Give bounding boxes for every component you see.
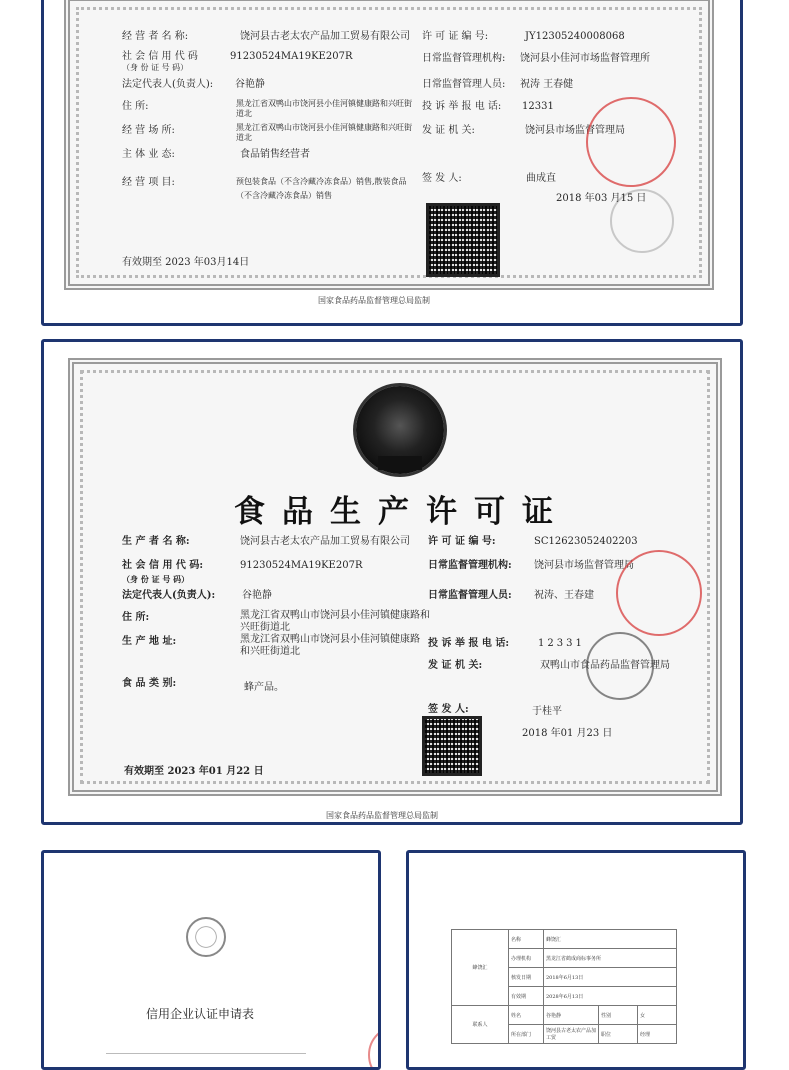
- l1-label-4: 住 所:: [122, 101, 149, 112]
- l1-value-3: 谷艳静: [235, 79, 265, 90]
- doc4-v0: 蜂饶汇: [544, 930, 677, 949]
- license-1-frame: [41, 0, 743, 326]
- trademark-doc-frame: [406, 850, 746, 1070]
- l1-label-0: 经 营 者 名 称:: [122, 31, 189, 42]
- credit-application-frame: [41, 850, 381, 1070]
- doc4-name-value: 谷艳静: [544, 1006, 599, 1025]
- l1-label-5: 经 营 场 所:: [122, 125, 175, 136]
- l2-value-6: 蜂产品。: [244, 682, 284, 693]
- l1-value-1: 91230524MA19KE207R: [230, 51, 353, 62]
- l1-right-label-3: 投 诉 举 报 电 话:: [422, 101, 502, 112]
- l2-label-5: 生 产 地 址:: [122, 636, 177, 647]
- license-2-qr-code: [422, 716, 482, 776]
- doc4-side-label: 蜂饶汇: [452, 930, 509, 1006]
- l1-issue-date: 2018 年03 月15 日: [556, 193, 647, 204]
- l2-right-value-3: 12331: [538, 638, 585, 649]
- l2-right-label-4: 发 证 机 关:: [428, 660, 483, 671]
- doc4-k0: 名称: [509, 930, 544, 949]
- l2-label-6: 食 品 类 别:: [122, 678, 177, 689]
- l1-valid-until: 有效期至 2023 年03月14日: [122, 257, 250, 268]
- credit-logo-icon: [186, 917, 226, 957]
- l1-right-value-4: 饶河县市场监督管理局: [525, 125, 625, 136]
- doc3-title: 信用企业认证申请表: [146, 1007, 255, 1021]
- l1-value-0: 饶河县古老太农产品加工贸易有限公司: [240, 31, 410, 42]
- l2-issue-date: 2018 年01 月23 日: [522, 728, 613, 739]
- registration-table: [451, 929, 677, 1044]
- black-seal-icon: [586, 632, 654, 700]
- doc4-person-label: 联系人: [452, 1006, 509, 1044]
- l2-value-1: 91230524MA19KE207R: [240, 560, 363, 571]
- l1-right-label-4: 发 证 机 关:: [422, 125, 475, 136]
- l2-label-4: 住 所:: [122, 612, 150, 623]
- l2-right-label-3: 投 诉 举 报 电 话:: [428, 638, 510, 649]
- l1-label-1: 社 会 信 用 代 码: [122, 51, 198, 62]
- l1-right-label-5: 签 发 人:: [422, 173, 462, 184]
- l1-label-3: 法定代表人(负责人):: [122, 79, 214, 90]
- l2-value-3: 谷艳静: [242, 590, 272, 601]
- gray-seal-icon: [610, 189, 674, 253]
- doc4-k1: 办理机构: [509, 949, 544, 968]
- l1-right-label-0: 许 可 证 编 号:: [422, 31, 489, 42]
- l2-value-0: 饶河县古老太农产品加工贸易有限公司: [240, 536, 410, 547]
- l1-label-6: 主 体 业 态:: [122, 149, 175, 160]
- doc4-v1: 黑龙江省鹤成商标事务所: [544, 949, 677, 968]
- red-seal-icon: [368, 1025, 381, 1070]
- doc4-v2: 2018年6月13日: [544, 968, 677, 987]
- l1-value-5: 黑龙江省双鸭山市饶河县小佳河镇健康路和兴旺街道北: [236, 123, 412, 142]
- l2-right-label-5: 签 发 人:: [428, 704, 469, 715]
- license-2-footer: 国家食品药品监督管理总局监制: [326, 811, 438, 820]
- l2-right-value-4: 双鸭山市食品药品监督管理局: [540, 660, 670, 671]
- l1-right-value-5: 曲成直: [526, 173, 556, 184]
- l2-valid-until: 有效期至 2023 年01 月22 日: [124, 766, 264, 777]
- l2-value-5: 黑龙江省双鸭山市饶河县小佳河镇健康路和兴旺街道北: [240, 634, 420, 657]
- national-emblem-icon: [356, 386, 444, 474]
- l2-label-3: 法定代表人(负责人):: [122, 590, 216, 601]
- l1-right-label-1: 日常监督管理机构:: [422, 53, 506, 64]
- l1-value-4: 黑龙江省双鸭山市饶河县小佳河镇健康路和兴旺街道北: [236, 99, 412, 118]
- license-1-footer: 国家食品药品监督管理总局监制: [318, 296, 430, 305]
- l2-label-0: 生 产 者 名 称:: [122, 536, 190, 547]
- l2-right-value-5: 于桂平: [532, 706, 562, 717]
- food-production-license: [68, 358, 722, 796]
- license-1-qr-code: [426, 203, 500, 277]
- doc4-dept-value: 饶河县古老太农产品加工贸: [544, 1025, 599, 1044]
- l2-right-value-2: 祝涛、王春建: [534, 590, 594, 601]
- l1-right-value-3: 12331: [522, 101, 554, 112]
- food-business-license: [64, 0, 714, 290]
- doc4-post-label: 职位: [599, 1025, 638, 1044]
- l1-value-7: 预包装食品（不含冷藏冷冻食品）销售,散装食品（不含冷藏冷冻食品）销售: [236, 177, 407, 200]
- red-seal-icon: [616, 550, 702, 636]
- l1-right-value-2: 祝涛 王春健: [520, 79, 574, 90]
- doc4-k2: 核发日期: [509, 968, 544, 987]
- l2-label-2: （身 份 证 号 码）: [122, 574, 190, 584]
- l1-right-label-2: 日常监督管理人员:: [422, 79, 506, 90]
- l1-right-value-1: 饶河县小佳河市场监督管理所: [520, 53, 650, 64]
- l2-right-label-0: 许 可 证 编 号:: [428, 536, 496, 547]
- doc4-gender-label: 性别: [599, 1006, 638, 1025]
- red-seal-icon: [586, 97, 676, 187]
- doc4-v3: 2028年6月13日: [544, 987, 677, 1006]
- l1-value-6: 食品销售经营者: [240, 149, 310, 160]
- license-2-frame: [41, 339, 743, 825]
- doc4-name-label: 姓名: [509, 1006, 544, 1025]
- l1-right-value-0: JY12305240008068: [525, 31, 625, 42]
- l2-label-1: 社 会 信 用 代 码:: [122, 560, 204, 571]
- license-2-title: 食品生产许可证: [234, 494, 570, 530]
- l2-right-label-2: 日常监督管理人员:: [428, 590, 512, 601]
- l2-value-4: 黑龙江省双鸭山市饶河县小佳河镇健康路和兴旺街道北: [240, 610, 430, 633]
- doc4-gender-value: 女: [638, 1006, 677, 1025]
- l2-right-label-1: 日常监督管理机构:: [428, 560, 512, 571]
- l1-label-7: 经 营 项 目:: [122, 177, 175, 188]
- doc4-dept-label: 所在部门: [509, 1025, 544, 1044]
- l2-right-value-0: SC12623052402203: [534, 536, 638, 547]
- doc4-post-value: 经理: [638, 1025, 677, 1044]
- l2-right-value-1: 饶河县市场监督管理局: [534, 560, 634, 571]
- l1-label-2: （身 份 证 号 码）: [122, 63, 189, 72]
- doc4-k3: 有效期: [509, 987, 544, 1006]
